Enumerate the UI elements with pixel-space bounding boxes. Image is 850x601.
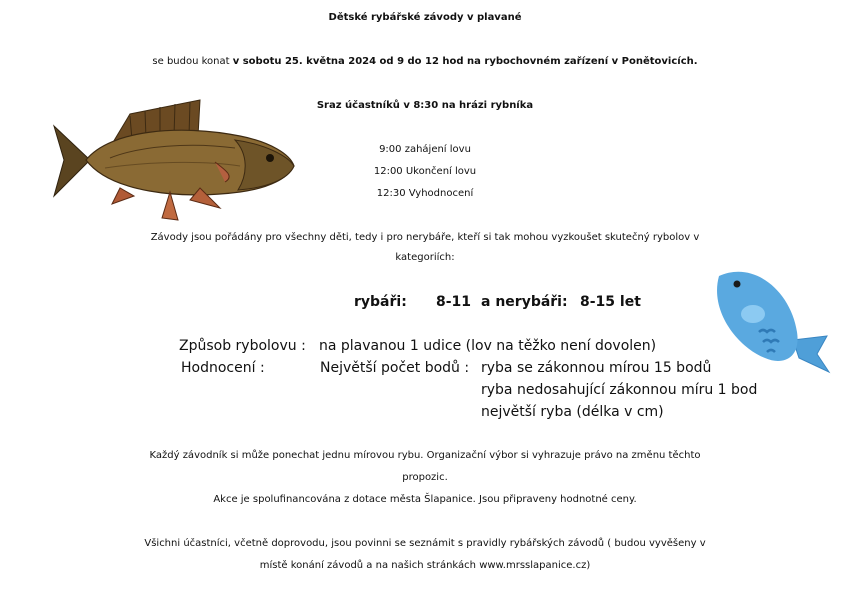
rules-notice: místě konání závodů a na našich stránkách www.mrsslapanice.cz) <box>259 560 591 571</box>
method-label: Způsob rybolovu : <box>179 338 306 354</box>
scoring-rule: ryba se zákonnou mírou 15 bodů <box>481 360 712 376</box>
scoring-label: Hodnocení : <box>181 360 265 376</box>
event-intro <box>0 52 850 72</box>
schedule-item: 9:00 zahájení lovu <box>379 144 471 155</box>
note-line: propozic. <box>402 472 448 483</box>
note-line: Každý závodník si může ponechat jednu mírovou rybu. Organizační výbor si vyhrazuje právo na změnu těchto <box>149 450 701 461</box>
category-age-nonanglers: 8-15 let <box>580 294 641 310</box>
categories-text: Závody jsou pořádány pro všechny děti, tedy i pro nerybáře, kteří si tak mohou vyzkoušet skutečný rybolov v <box>150 232 700 243</box>
scoring-rule: ryba nedosahující zákonnou míru 1 bod <box>481 382 758 398</box>
page-title: Dětské rybářské závody v plavané <box>328 12 522 23</box>
categories-text: kategoriích: <box>395 252 455 263</box>
schedule-item: 12:30 Vyhodnocení <box>376 188 474 199</box>
category-label-nonanglers: a nerybáři: <box>481 294 568 310</box>
category-age-anglers: 8-11 <box>436 294 472 310</box>
intro-date-place: v sobotu 25. května 2024 od 9 do 12 hod na rybochovném zařízení v Ponětovicích. <box>232 56 698 67</box>
rules-notice: Všichni účastníci, včetně doprovodu, jsou povinni se seznámit s pravidly rybářských závodů ( budou vyvěšeny v <box>144 538 706 549</box>
meeting-info: Sraz účastníků v 8:30 na hrázi rybníka <box>316 100 534 111</box>
category-label-anglers: rybáři: <box>354 294 407 310</box>
schedule-item: 12:00 Ukončení lovu <box>373 166 477 177</box>
method-value: na plavanou 1 udice (lov na těžko není dovolen) <box>319 338 657 354</box>
intro-prefix: se budou konat <box>152 56 233 67</box>
cartoon-fish-icon <box>705 262 835 382</box>
scoring-rule: největší ryba (délka v cm) <box>481 404 664 420</box>
scoring-sublabel: Největší počet bodů : <box>320 360 470 376</box>
note-line: Akce je spolufinancována z dotace města Šlapanice. Jsou připraveny hodnotné ceny. <box>213 494 637 505</box>
